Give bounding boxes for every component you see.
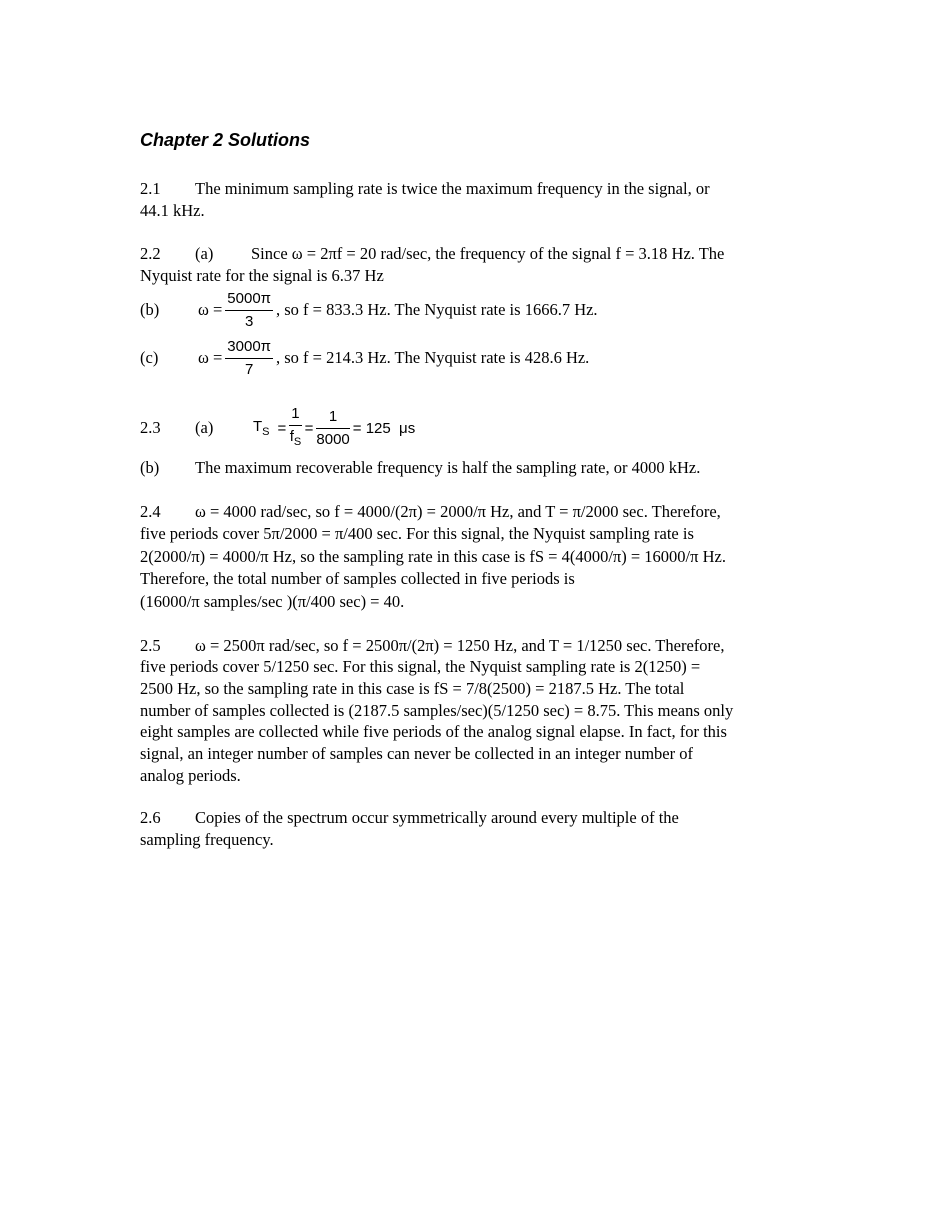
text-line: ω = 4000 rad/sec, so f = 4000/(2π) = 2000/π Hz, and T = π/2000 sec. Therefore, <box>195 502 721 521</box>
text-line: 2(2000/π) = 4000/π Hz, so the sampling rate in this case is fS = 4(4000/π) = 16000/π Hz. <box>140 547 726 566</box>
item-number: 2.1 <box>140 179 161 198</box>
text-line: Since ω = 2πf = 20 rad/sec, the frequency of the signal f = 3.18 Hz. The <box>251 244 725 263</box>
numerator: 1 <box>316 408 349 429</box>
fraction <box>225 338 273 379</box>
part-label: (b) <box>140 458 160 477</box>
fraction <box>225 290 273 331</box>
omega-lhs: ω = <box>198 300 223 319</box>
part-label: (a) <box>195 244 214 263</box>
solution-2-3b <box>140 458 701 478</box>
numerator: 1 <box>289 405 301 426</box>
item-number: 2.4 <box>140 502 161 521</box>
denominator: $f_S$ <box>289 428 302 448</box>
equals-sign: = <box>304 419 314 437</box>
item-number: 2.2 <box>140 244 161 263</box>
numerator: 3000π <box>225 338 273 359</box>
text-line: (16000/π samples/sec )(π/400 sec) = 40. <box>140 592 405 611</box>
fraction <box>289 405 301 451</box>
solution-2-4 <box>140 502 721 522</box>
solution-2-1 <box>140 179 710 199</box>
text-line: signal, an integer number of samples can never be collected in an integer number of <box>140 744 693 763</box>
text-line: eight samples are collected while five periods of the analog signal elapse. In fact, for this <box>140 722 727 741</box>
denominator: 3 <box>244 312 254 330</box>
text-line: five periods cover 5π/2000 = π/400 sec. For this signal, the Nyquist sampling rate is <box>140 524 694 543</box>
item-number: 2.6 <box>140 808 161 827</box>
text-line: analog periods. <box>140 766 241 785</box>
text-line: 2500 Hz, so the sampling rate in this case is fS = 7/8(2500) = 2187.5 Hz. The total <box>140 679 685 698</box>
item-number: 2.5 <box>140 636 161 655</box>
text-line: Therefore, the total number of samples collected in five periods is <box>140 569 575 588</box>
equals-sign: = <box>277 419 287 437</box>
text-line: The minimum sampling rate is twice the maximum frequency in the signal, or <box>195 179 710 198</box>
text-line: 44.1 kHz. <box>140 201 205 220</box>
text-line: The maximum recoverable frequency is half the sampling rate, or 4000 kHz. <box>195 458 701 477</box>
text-line: Copies of the spectrum occur symmetrically around every multiple of the <box>195 808 679 827</box>
text-line: ω = 2500π rad/sec, so f = 2500π/(2π) = 1250 Hz, and T = 1/1250 sec. Therefore, <box>195 636 725 655</box>
text-line: sampling frequency. <box>140 830 274 849</box>
page-title: Chapter 2 Solutions <box>140 130 311 150</box>
result-value: = 125 μs <box>352 419 416 437</box>
part-label: (b) <box>140 300 160 319</box>
text-line: five periods cover 5/1250 sec. For this signal, the Nyquist sampling rate is 2(1250) = <box>140 657 701 676</box>
solution-2-6 <box>140 808 679 828</box>
text-line: Nyquist rate for the signal is 6.37 Hz <box>140 266 384 285</box>
omega-lhs: ω = <box>198 348 223 367</box>
numerator: 5000π <box>225 290 273 311</box>
fraction <box>316 408 349 449</box>
text-line: , so f = 214.3 Hz. The Nyquist rate is 428.6 Hz. <box>276 348 590 367</box>
period-symbol: $T_S$ <box>253 418 270 438</box>
text-line: number of samples collected is (2187.5 samples/sec)(5/1250 sec) = 8.75. This means only <box>140 701 734 720</box>
denominator: 8000 <box>316 430 350 448</box>
text-line: , so f = 833.3 Hz. The Nyquist rate is 1666.7 Hz. <box>276 300 598 319</box>
solution-2-2a <box>140 244 725 264</box>
denominator: 7 <box>244 360 254 378</box>
item-number: 2.3 <box>140 418 161 437</box>
part-label: (a) <box>195 418 214 437</box>
solution-2-5 <box>140 636 725 656</box>
part-label: (c) <box>140 348 159 367</box>
